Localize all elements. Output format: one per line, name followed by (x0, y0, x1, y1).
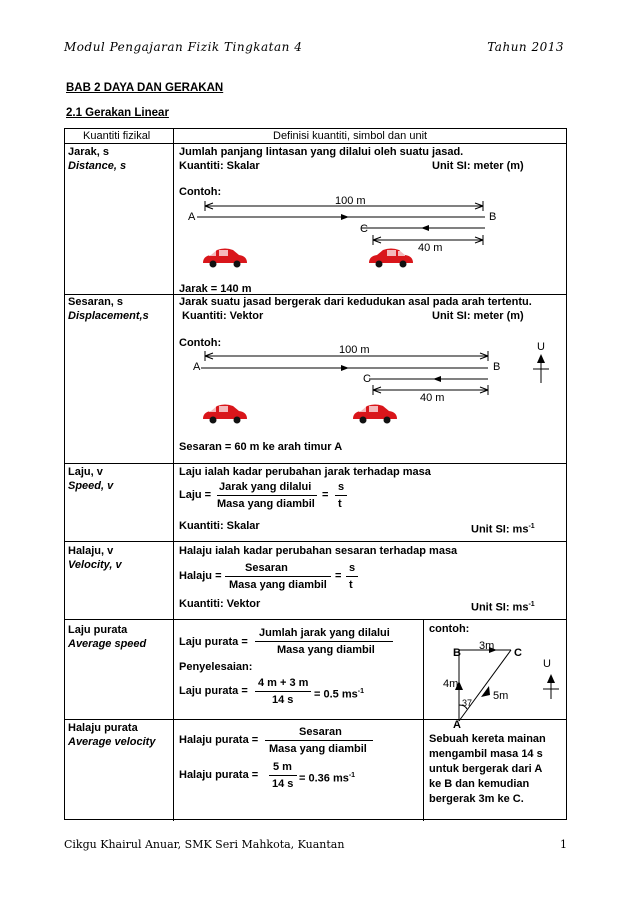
displacement-example-label: Contoh: (179, 337, 222, 349)
label-3m: 3m (479, 640, 495, 652)
velocity-name: Halaju, v (68, 545, 114, 557)
velocity-unit: Unit SI: $ms^{-1}$ (471, 601, 535, 614)
speed-s: s (338, 481, 345, 493)
label-b: B (453, 647, 461, 659)
car-icon (203, 405, 247, 424)
avg-velocity-numerator2: 5 m (273, 761, 292, 773)
header-year: Tahun 2013 (487, 40, 564, 54)
footer-author: Cikgu Khairul Anuar, SMK Seri Mahkota, Kuantan (64, 838, 345, 851)
fraction-line (255, 691, 311, 692)
fraction-line (265, 740, 373, 741)
car-icon (203, 249, 247, 268)
speed-name-en: Speed, v (68, 480, 114, 492)
row-divider (65, 463, 566, 464)
solution-label: Penyelesaian: (179, 661, 253, 673)
header-title: Modul Pengajaran Fizik Tingkatan 4 (64, 40, 303, 54)
north-compass-icon (533, 354, 549, 383)
label-angle: 37 (462, 698, 473, 708)
label-5m: 5m (493, 690, 509, 702)
avg-velocity-numerator: Sesaran (299, 726, 342, 738)
displacement-diagram (173, 341, 568, 441)
speed-t: t (338, 498, 342, 510)
row-divider (65, 294, 566, 295)
avg-velocity-denominator2: 14 s (272, 778, 294, 790)
distance-name: Jarak, s (68, 146, 109, 158)
speed-equals: = (322, 489, 329, 501)
section-title: 2.1 Gerakan Linear (66, 107, 169, 119)
col2-header: Definisi kuantiti, simbol dan unit (273, 130, 428, 142)
avg-velocity-lhs2: Halaju purata = (179, 769, 259, 781)
label-c: C (363, 373, 371, 385)
label-b: B (489, 211, 497, 223)
avg-speed-denominator: Masa yang diambil (277, 644, 375, 656)
speed-unit: Unit SI: $ms^{-1}$ (471, 523, 535, 536)
speed-quantity: Kuantiti: Skalar (179, 520, 260, 532)
fraction-line (269, 775, 297, 776)
fraction-line (217, 495, 317, 496)
displacement-result: Sesaran = 60 m ke arah timur A (179, 441, 343, 453)
fraction-line (346, 576, 358, 577)
example-text-line: bergerak 3m ke C. (429, 793, 524, 805)
distance-diagram (173, 189, 568, 284)
avg-speed-result: = 0.5 $ms^{-1}$ (314, 688, 364, 701)
chapter-title: BAB 2 DAYA DAN GERAKAN (66, 82, 224, 94)
avg-speed-lhs: Laju purata = (179, 636, 248, 648)
quantities-table (64, 128, 567, 820)
distance-unit: Unit SI: meter (m) (432, 160, 524, 172)
avg-speed-denominator2: 14 s (272, 694, 294, 706)
velocity-denominator: Masa yang diambil (229, 579, 327, 591)
label-a: A (193, 361, 201, 373)
velocity-numerator: Sesaran (245, 562, 288, 574)
fraction-line (335, 495, 347, 496)
speed-definition: Laju ialah kadar perubahan jarak terhadap masa (179, 466, 431, 478)
page-number: 1 (560, 838, 567, 851)
label-100m: 100 m (339, 344, 370, 356)
avg-velocity-name-en: Average velocity (68, 736, 156, 748)
speed-name: Laju, v (68, 466, 103, 478)
row-divider (65, 619, 566, 620)
velocity-lhs: Halaju = (179, 570, 222, 582)
avg-velocity-name: Halaju purata (68, 722, 138, 734)
distance-name-en: Distance, s (68, 160, 127, 172)
velocity-definition: Halaju ialah kadar perubahan sesaran terhadap masa (179, 545, 458, 557)
label-c: C (360, 223, 368, 235)
label-u: U (543, 658, 551, 670)
label-c: C (514, 647, 522, 659)
example-text-line: mengambil masa 14 s (429, 748, 543, 760)
displacement-definition: Jarak suatu jasad bergerak dari kedudukan asal pada arah tertentu. (179, 296, 532, 308)
col1-header: Kuantiti fizikal (83, 130, 151, 142)
velocity-t: t (349, 579, 353, 591)
fraction-line (225, 576, 331, 577)
avg-speed-name: Laju purata (68, 624, 128, 636)
fraction-line (255, 641, 393, 642)
example-text-line: ke B dan kemudian (429, 778, 530, 790)
avg-velocity-result: = 0.36 $ms^{-1}$ (299, 772, 356, 785)
avg-speed-numerator2: 4 m + 3 m (258, 677, 309, 689)
velocity-quantity: Kuantiti: Vektor (179, 598, 261, 610)
displacement-name: Sesaran, s (68, 296, 124, 308)
avg-speed-numerator: Jumlah jarak yang dilalui (259, 627, 390, 639)
distance-definition: Jumlah panjang lintasan yang dilalui oleh suatu jasad. (179, 146, 464, 158)
label-4m: 4m (443, 678, 459, 690)
label-100m: 100 m (335, 195, 366, 207)
car-icon (369, 249, 413, 268)
velocity-equals: = (335, 570, 342, 582)
page-footer (64, 838, 567, 851)
example-text-line: Sebuah kereta mainan (429, 733, 546, 745)
distance-quantity: Kuantiti: Skalar (179, 160, 260, 172)
avg-velocity-denominator: Masa yang diambil (269, 743, 367, 755)
label-40m: 40 m (420, 392, 445, 404)
label-u: U (537, 341, 545, 353)
car-icon (353, 405, 397, 424)
speed-denominator: Masa yang diambil (217, 498, 315, 510)
avg-speed-name-en: Average speed (68, 638, 147, 650)
distance-result: Jarak = 140 m (179, 283, 252, 295)
north-compass-icon (543, 674, 559, 699)
distance-example-label: Contoh: (179, 186, 222, 198)
label-b: B (493, 361, 501, 373)
displacement-quantity: Kuantiti: Vektor (182, 310, 264, 322)
label-a: A (453, 719, 461, 731)
velocity-s: s (349, 562, 356, 574)
label-40m: 40 m (418, 242, 443, 254)
example-label: contoh: (429, 623, 470, 635)
speed-lhs: Laju = (179, 489, 212, 501)
speed-numerator: Jarak yang dilalui (219, 481, 312, 493)
row-divider (65, 143, 566, 144)
displacement-name-en: Displacement,s (68, 310, 149, 322)
velocity-name-en: Velocity, v (68, 559, 122, 571)
displacement-unit: Unit SI: meter (m) (432, 310, 524, 322)
label-a: A (188, 211, 196, 223)
avg-speed-lhs2: Laju purata = (179, 685, 248, 697)
example-text-line: untuk bergerak dari A (429, 763, 543, 775)
row-divider (65, 541, 566, 542)
avg-velocity-lhs: Halaju purata = (179, 734, 259, 746)
